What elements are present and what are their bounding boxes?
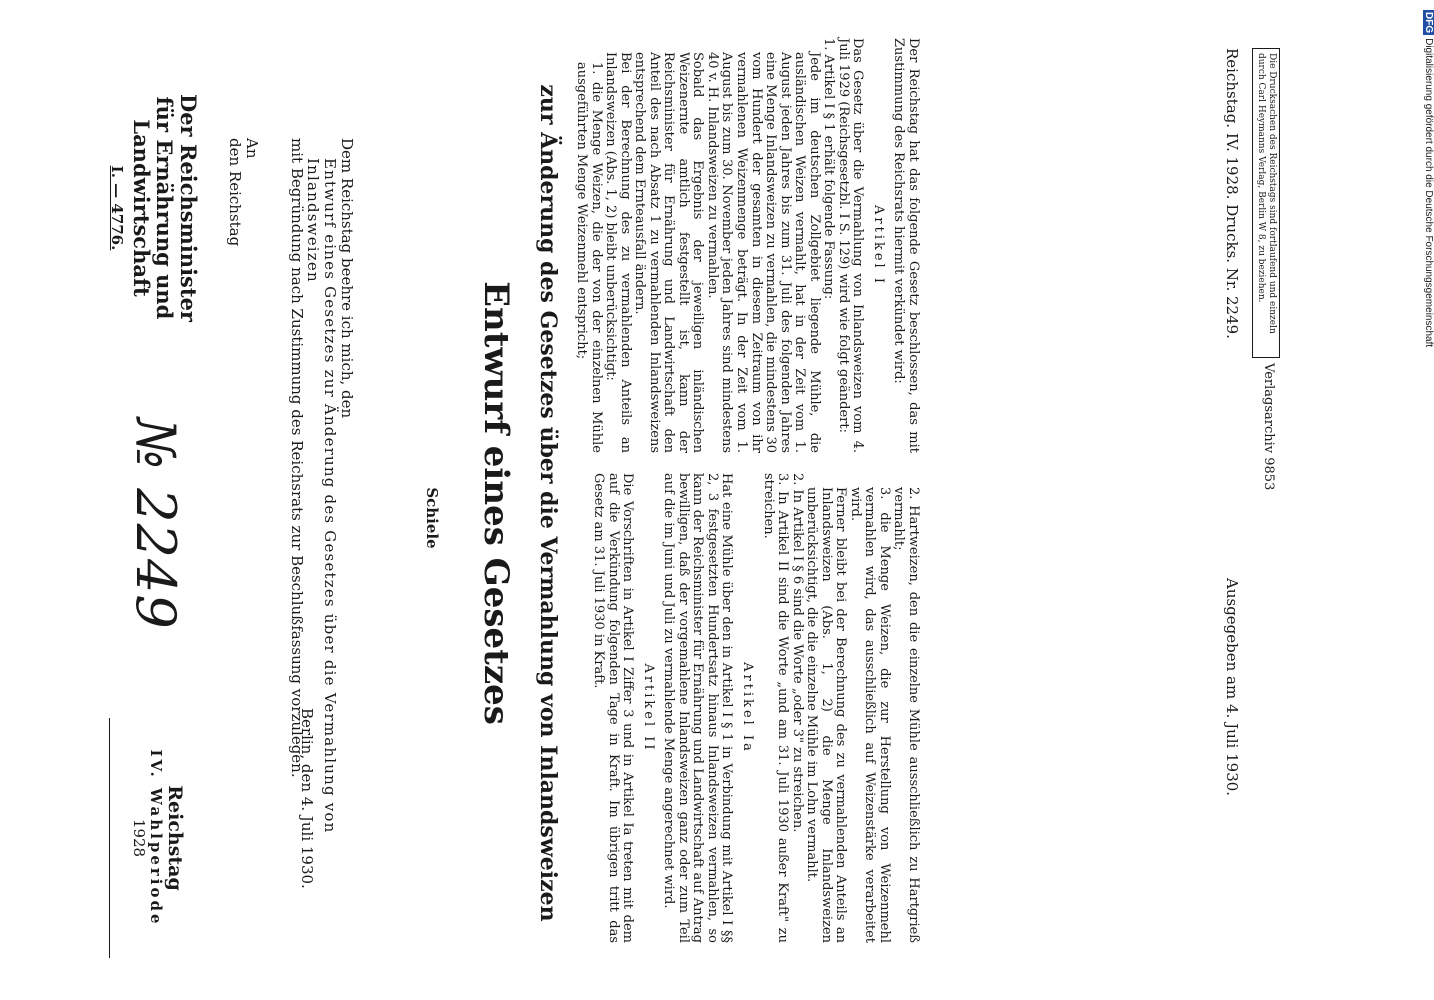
ministry-header xyxy=(109,48,200,368)
signature: Schiele xyxy=(423,487,441,549)
number-3: 3. In Artikel II sind die Worte „und am 31. Juli 1930 außer Kraft" zu streichen. xyxy=(760,473,791,943)
footer-issued: Ausgegeben am 4. Juli 1930. xyxy=(1223,578,1241,797)
footer-imprint: Reichstag. IV. 1928. Drucks. Nr. 2249. xyxy=(1223,48,1241,339)
letter-body xyxy=(288,138,355,958)
article-1a-heading: Artikel Ia xyxy=(739,662,755,754)
reichstag-header xyxy=(130,718,185,958)
dfg-logo: DFG xyxy=(1423,12,1434,34)
article-1-para-1: Jede im deutschen Zollgebiet liegende Mühle, die ausländischen Weizen vermahlt, hat in der Zeit vom 1. August jeden Jahres bis zum 31. Juli des folgenden Jahres eine Menge Inlandsweizen zu vermahlen, die mindestens 30 vom Hundert der gesamten in diesem Zeitraum von ihr vermahlenen Weizenmenge beträgt. In der Zeit vom 1. August bis zum 30. November jeden Jahres sind mindestens 40 v. H. Inlandsweizen zu vermahlen. xyxy=(704,52,822,453)
sidebar-credit xyxy=(1423,10,1434,990)
bill-title: Entwurf eines Gesetzes xyxy=(476,281,516,725)
archive-number: Verlagsarchiv 9853 xyxy=(1261,363,1276,491)
drucksache-number: № 2249 xyxy=(124,418,187,630)
article-2-text: Die Vorschriften in Artikel I Ziffer 3 und in Artikel Ia treten mit dem auf die Verkündung folgenden Tage in Kraft. Im übrigen tritt das Gesetz am 31. Juli 1930 in Kraft. xyxy=(591,473,636,943)
recipient xyxy=(226,138,260,338)
place-date: Berlin, den 4. Juli 1930. xyxy=(298,708,316,889)
column-right xyxy=(580,473,920,943)
article-1-para-2: Sobald das Ergebnis der jeweiligen inländischen Weizenernte amtlich festgestellt ist, kann der Reichsminister für Ernährung und Landwirtschaft den Anteil des nach Absatz 1 zu vermahlenden Inlandsweizens entsprechend dem Ernteausfall ändern. xyxy=(632,52,706,453)
article-1a-text: Hat eine Mühle über den in Artikel I § 1 in Verbindung mit Artikel I §§ 2, 3 festgesetzten Hundertsatz hinaus Inlandsweizen vermahlen, so kann der Reichsminister für Ernährung und Landwirtschaft auf Antrag bewilligen, daß der vorgemahlene Inlandsweizen ganz oder zum Teil auf die im Juni und Juli zu vermahlende Menge angerechnet wird. xyxy=(661,473,735,943)
letter-body-line3: mit Begründung nach Zustimmung des Reichsrats zur Beschlußfassung vorzulegen. xyxy=(287,138,306,778)
recipient-line1: An xyxy=(243,138,261,159)
digitization-sidebar xyxy=(1418,0,1434,1000)
article-1-para-3-item-1: 1. die Menge Weizen, die der von der einzelnen Mühle ausgeführten Menge Weizenmehl entspricht; xyxy=(573,62,604,453)
number-2: 2. In Artikel I § 6 sind die Worte „oder 3" zu streichen. xyxy=(789,473,805,833)
column-left xyxy=(573,38,921,453)
intro-text: Der Reichstag hat das folgende Gesetz beschlossen, das mit Zustimmung des Reichsrats hiermit verkündet wird: xyxy=(891,38,921,453)
year-label: 1928 xyxy=(129,818,148,858)
article-1-item-1: 1. Artikel I § 1 erhält folgende Fassung: xyxy=(821,38,837,300)
reichstag-label: Reichstag xyxy=(164,785,186,891)
header-rule xyxy=(109,718,110,958)
article-1-heading: Artikel I xyxy=(870,205,886,286)
reference-number: I. — 4776. xyxy=(108,165,127,251)
item-2: 2. Hartweizen, den die einzelne Mühle ausschließlich zu Hartgrieß vermahlt; xyxy=(891,487,921,943)
article-1-para-3: Bei der Berechnung des zu vermahlenden Anteils an Inlandsweizen (Abs. 1, 2) bleibt unberücksichtigt: xyxy=(603,52,633,453)
item-3: 3. die Menge Weizen, die zur Herstellung von Weizenmehl vermahlen wird, das ausschließlich auf Weizenstärke verarbeitet wird. xyxy=(847,487,892,943)
sidebar-text: Digitalisierung gefördert durch die Deutsche Forschungsgemeinschaft xyxy=(1423,38,1434,348)
ministry-line2: für Ernährung und Landwirtschaft xyxy=(128,96,178,320)
publisher-box: Die Drucksachen des Reichstags sind fortlaufend und einzeln durch Carl Heymanns Verlag, Berlin W 8, zu beziehen. xyxy=(1252,48,1280,358)
ferner-paragraph: Ferner bleibt bei der Berechnung des zu vermahlenden Anteils an Inlandsweizen (Abs. 1, 2) die Menge Inlandsweizen unberücksichtigt, die die einzelne Mühle im Lohn vermahlt. xyxy=(804,487,849,943)
recipient-line2: den Reichstag xyxy=(226,138,245,247)
letter-body-line2: Entwurf eines Gesetzes zur Änderung des Gesetzes über die Vermahlung von Inlandsweizen xyxy=(304,158,340,834)
letter-body-line1: Dem Reichstag beehre ich mich, den xyxy=(338,138,356,419)
rotated-document xyxy=(0,18,1300,978)
bill-subtitle: zur Änderung des Gesetzes über die Vermahlung von Inlandsweizen xyxy=(535,84,561,922)
article-2-heading: Artikel II xyxy=(640,663,656,753)
article-1-intro: Das Gesetz über die Vermahlung von Inlandsweizen vom 4. Juli 1929 (Reichsgesetzbl. I S. 129) wird wie folgt geändert: xyxy=(835,38,866,453)
wahlperiode-label: IV. Wahlperiode xyxy=(146,749,165,927)
ministry-line1: Der Reichsminister xyxy=(176,93,201,322)
